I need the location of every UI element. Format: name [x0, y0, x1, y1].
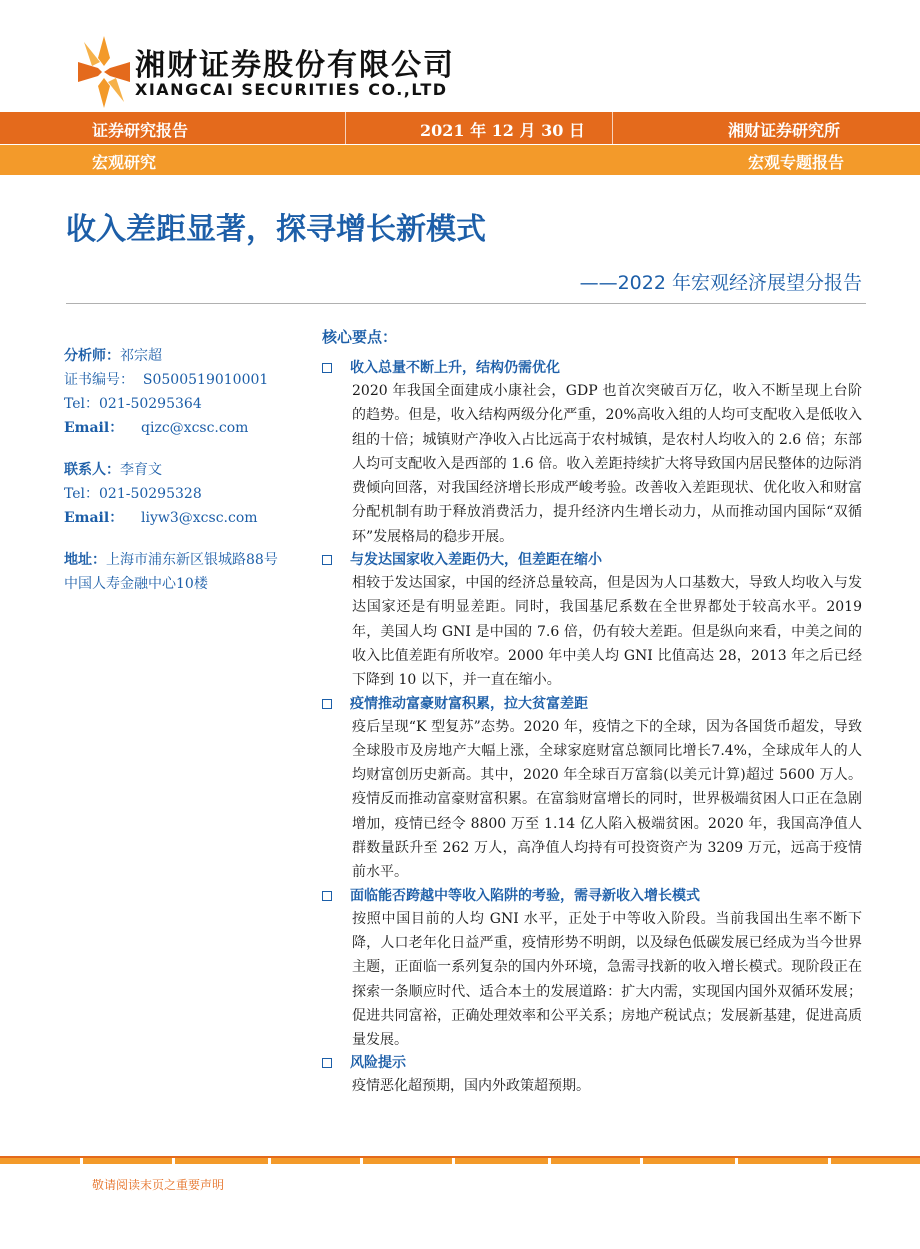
report-type-label: 证券研究报告 — [92, 121, 189, 140]
key-point-body: 2020 年我国全面建成小康社会，GDP 也首次突破百万亿，收入不断呈现上台阶的趋势。但是，收入结构两级分化严重，20%高收入组的人均可支配收入是低收入组的十倍；城镇财产净收入占比远高于农村城镇，是农村人均收入的 2.6 倍；东部人均可支配收入是西部的 1.6 倍。收入差距持续扩大将导致国内居民整体的边际消费倾向回落，对我国经济增长形成严峻考验。改善收入差距现状、优化收入和财富分配机制有助于释放消费活力，提升经济内生增长动力，从而推动国内国际“双循环”发展格局的稳步开展。 — [352, 383, 862, 545]
analyst-label: 分析师： — [64, 348, 120, 364]
core-points-panel — [322, 326, 862, 1099]
cert-number: S0500519010001 — [142, 372, 269, 388]
checkbox-square-icon — [322, 1058, 332, 1068]
cert-label: 证书编号： — [64, 372, 134, 388]
key-point-heading: 风险提示 — [350, 1055, 406, 1072]
key-point-heading: 收入总量不断上升，结构仍需优化 — [350, 360, 560, 376]
address-block — [64, 548, 314, 596]
key-point-body: 疫后呈现“K 型复苏”态势。2020 年，疫情之下的全球，因为各国货币超发，导致全球股市及房地产大幅上涨，全球家庭财富总额同比增长7.4%，全球成年人的人均财富创历史新高。其中，2020 年全球百万富翁(以美元计算)超过 5600 万人。疫情反而推动富豪财富积累。在富翁财富增长的同时，世界极端贫困人口正在急剧增加，疫情已经令 8800 万至 1.14 亿人陷入极端贫困。2020 年，我国高净值人群数量跃升至 262 万人，高净值人均持有可投资资产为 3209 万元，远高于疫情前水平。 — [352, 718, 862, 881]
address-line-1: 上海市浦东新区银城路88号 — [106, 552, 278, 568]
key-point-heading: 疫情推动富豪财富积累，拉大贫富差距 — [350, 695, 588, 712]
checkbox-square-icon — [322, 555, 332, 565]
report-title: 收入差距显著，探寻增长新模式 — [66, 212, 486, 247]
contact-block — [64, 458, 314, 530]
key-point-heading: 面临能否跨越中等收入陷阱的考验，需寻新收入增长模式 — [350, 887, 700, 904]
category-label: 宏观研究 — [92, 153, 157, 172]
band-divider — [612, 112, 613, 144]
analyst-tel: Tel：021-50295364 — [64, 396, 202, 412]
analyst-block — [64, 344, 314, 440]
contact-label: 联系人： — [64, 462, 120, 478]
address-line-2: 中国人寿金融中心10楼 — [64, 576, 208, 592]
key-point-body: 相较于发达国家，中国的经济总量较高，但是因为人口基数大，导致人均收入与发达国家还是有明显差距。同时，我国基尼系数在全世界都处于较高水平。2019 年，美国人均 GNI 是中国的 7.6 倍，仍有较大差距。但是纵向来看，中美之间的收入比值差距有所收窄。2000 年中美人均 GNI 比值高达 28，2013 年之后已经下降到 10 以下，并一直在缩小。 — [352, 575, 862, 689]
band-divider — [345, 112, 346, 144]
key-point-heading: 与发达国家收入差距仍大，但差距在缩小 — [350, 552, 602, 569]
key-point-body: 疫情恶化超预期，国内外政策超预期。 — [352, 1078, 590, 1095]
institute-label: 湘财证券研究所 — [728, 121, 841, 140]
key-point — [322, 693, 862, 885]
checkbox-square-icon — [322, 699, 332, 709]
contact-email[interactable]: liyw3@xcsc.com — [141, 510, 258, 526]
key-point-body: 按照中国目前的人均 GNI 水平，正处于中等收入阶段。当前我国出生率不断下降，人口老年化日益严重，疫情形势不明朗，以及绿色低碳发展已经成为当今世界主题，正面临一系列复杂的国内外环境，急需寻找新的收入增长模式。现阶段正在探索一条顺应时代、适合本土的发展道路：扩大内需，实现国内国外双循环发展；促进共同富裕，正确处理效率和公平关系；房地产税试点；发展新基建，促进高质量发展。 — [352, 910, 862, 1049]
report-date: 2021 年 12 月 30 日 — [420, 121, 585, 140]
checkbox-square-icon — [322, 363, 332, 373]
company-name-en: XIANGCAI SECURITIES CO.,LTD — [135, 80, 448, 99]
contact-tel: Tel：021-50295328 — [64, 486, 202, 502]
title-divider — [66, 303, 866, 304]
footer-stripe-divider — [0, 1156, 920, 1164]
key-point — [322, 1052, 862, 1098]
report-subtitle: ——2022 年宏观经济展望分报告 — [579, 272, 862, 294]
checkbox-square-icon — [322, 891, 332, 901]
key-point — [322, 549, 862, 692]
contact-panel — [64, 344, 314, 614]
core-points-title: 核心要点： — [322, 328, 398, 346]
company-name-cn: 湘财证券股份有限公司 — [135, 48, 455, 83]
address-label: 地址： — [64, 552, 106, 568]
analyst-email[interactable]: qizc@xcsc.com — [141, 420, 249, 436]
contact-name: 李育文 — [120, 462, 162, 478]
footer-disclaimer: 敬请阅读末页之重要声明 — [92, 1178, 225, 1192]
key-point — [322, 357, 862, 549]
company-logo-icon — [78, 36, 130, 108]
email-label: Email： — [64, 420, 124, 436]
report-kind-label: 宏观专题报告 — [748, 153, 845, 172]
analyst-name: 祁宗超 — [120, 348, 162, 364]
email-label: Email： — [64, 510, 124, 526]
key-point — [322, 885, 862, 1053]
